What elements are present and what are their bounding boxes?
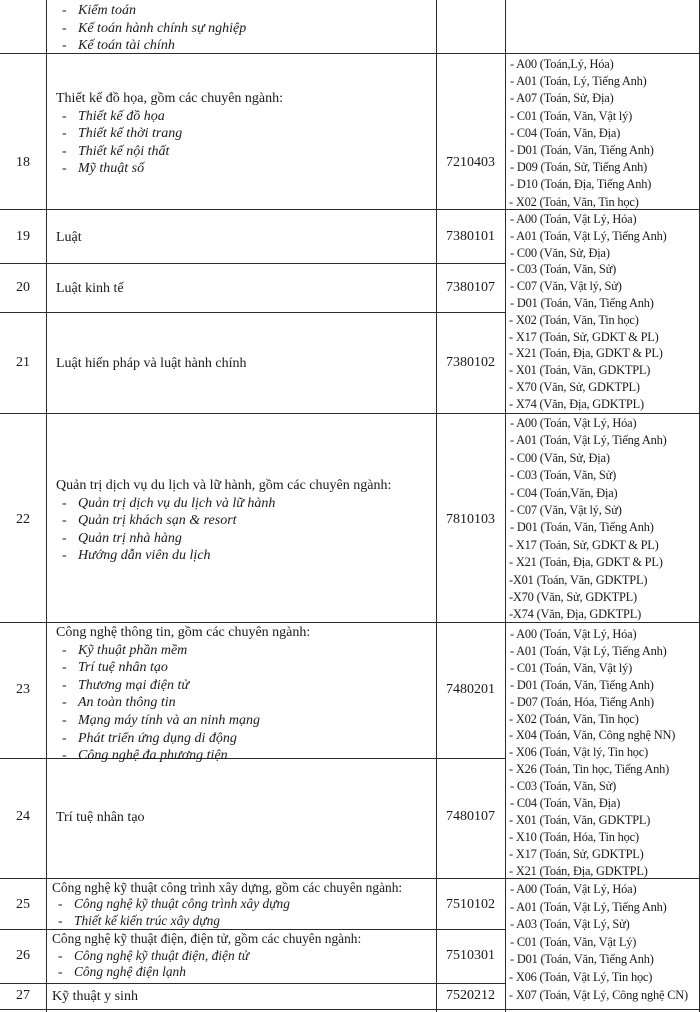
subject-combination: - A00 (Toán,Lý, Hóa) — [510, 57, 614, 71]
subject-combination: - X10 (Toán, Hóa, Tin học) — [509, 829, 639, 844]
specialization-item: - An toàn thông tin — [56, 694, 434, 712]
subject-combination: - X21 (Toán, Địa, GDKTPL) — [509, 863, 648, 878]
specialization-item: - Mỹ thuật số — [56, 160, 434, 178]
row-number: 23 — [16, 682, 30, 697]
row-number: 27 — [16, 988, 30, 1003]
subject-combination: - C01 (Toán, Văn, Vật lý) — [510, 660, 633, 675]
subject-combination: - A01 (Toán, Vật Lý, Tiếng Anh) — [510, 433, 667, 448]
subject-combination: - X01 (Toán, Văn, GDKTPL) — [509, 812, 651, 827]
row-divider — [0, 312, 505, 313]
program-title: Kỹ thuật y sinh — [52, 989, 138, 1004]
program-cell — [52, 931, 430, 981]
row-number: 25 — [16, 897, 30, 912]
specialization-item: - Hướng dẫn viên du lịch — [56, 547, 434, 565]
subject-combination: - X06 (Toán, Vật lý, Tin học) — [509, 745, 649, 760]
row-divider — [0, 622, 505, 623]
row-number: 26 — [16, 948, 30, 963]
specialization-item: - Công nghệ điện lạnh — [52, 964, 430, 981]
row-divider — [0, 209, 505, 210]
program-cell — [56, 624, 434, 765]
subject-combination: - X02 (Toán, Văn, Tin học) — [509, 312, 639, 327]
subject-combination: - D09 (Toán, Sử, Tiếng Anh) — [510, 160, 648, 175]
subject-combination: - X06 (Toán, Vật Lý, Tin học) — [509, 970, 653, 984]
program-code: 7480201 — [446, 682, 495, 697]
subject-combination: - D01 (Toán, Văn, Tiếng Anh) — [510, 677, 654, 692]
row-number: 19 — [16, 229, 30, 244]
subject-combination: - D01 (Toán, Văn, Tiếng Anh) — [510, 296, 654, 310]
program-title: Thiết kế đồ họa, gồm các chuyên ngành: — [56, 91, 284, 106]
subject-combination: - X74 (Văn, Địa, GDKTPL) — [509, 396, 644, 411]
subject-combination: - X01 (Toán, Văn, GDKTPL) — [509, 363, 651, 378]
subject-combination: - A00 (Toán, Vật Lý, Hóa) — [510, 882, 637, 896]
subject-combination: - X26 (Toán, Tin học, Tiếng Anh) — [509, 762, 670, 777]
row-number: 21 — [16, 355, 30, 370]
row-divider — [0, 878, 505, 879]
subject-combination: - D10 (Toán, Địa, Tiếng Anh) — [510, 177, 652, 192]
specialization-item: - Phát triển ứng dụng di động — [56, 730, 434, 748]
specialization-item: - Kiểm toán — [56, 2, 434, 20]
subject-combination: - X17 (Toán, Sử, GDKTPL) — [509, 846, 644, 861]
subject-combination: - C03 (Toán, Văn, Sử) — [510, 468, 617, 483]
subject-combination: - C07 (Văn, Vật lý, Sử) — [510, 503, 622, 517]
subject-combination: - C07 (Văn, Vật lý, Sử) — [510, 279, 622, 294]
row-number: 22 — [16, 512, 30, 527]
row-number: 20 — [16, 280, 30, 295]
subject-combination: - D01 (Toán, Văn, Tiếng Anh) — [510, 143, 654, 157]
subject-combination: - C01 (Toán, Văn, Vật Lý) — [510, 934, 637, 949]
subject-combination: -X74 (Văn, Địa, GDKTPL) — [509, 607, 642, 622]
subject-combination: - D01 (Toán, Văn, Tiếng Anh) — [510, 520, 654, 535]
program-code: 7380102 — [446, 355, 495, 370]
program-title: Công nghệ kỹ thuật công trình xây dựng, gồm các chuyên ngành: — [52, 880, 403, 895]
subject-combination: - D01 (Toán, Văn, Tiếng Anh) — [510, 952, 654, 967]
subject-combination: - A01 (Toán, Vật Lý, Tiếng Anh) — [510, 643, 667, 658]
subject-combination: - A01 (Toán, Vật Lý, Tiếng Anh) — [510, 899, 667, 914]
program-title: Luật — [56, 230, 82, 245]
subject-combination: - C03 (Toán, Văn, Sử) — [510, 779, 617, 794]
program-title: Công nghệ thông tin, gồm các chuyên ngành: — [56, 625, 311, 640]
subject-combination: - X04 (Toán, Văn, Công nghệ NN) — [509, 728, 676, 743]
subject-combination: - X02 (Toán, Văn, Tin học) — [509, 711, 639, 726]
subject-combination: - X17 (Toán, Sử, GDKT & PL) — [509, 537, 659, 552]
program-code: 7510301 — [446, 948, 495, 963]
subject-combination: - C04 (Toán, Văn, Địa) — [510, 796, 621, 810]
program-cell — [52, 880, 430, 929]
subject-combination: - A00 (Toán, Vật Lý, Hóa) — [510, 627, 637, 641]
table-border-left — [46, 0, 47, 1012]
program-title: Luật kinh tế — [56, 281, 124, 296]
program-title: Luật hiến pháp và luật hành chính — [56, 356, 247, 371]
subject-combination: -X70 (Văn, Sử, GDKTPL) — [509, 590, 637, 604]
program-title: Công nghệ kỹ thuật điện, điện tử, gồm các chuyên ngành: — [52, 931, 362, 946]
row-divider — [0, 413, 505, 414]
program-code: 7810103 — [446, 512, 495, 527]
row-divider — [0, 983, 505, 984]
subject-combination: - A03 (Toán, Vật Lý, Sử) — [510, 917, 630, 932]
row-divider — [0, 1009, 505, 1010]
subject-combination: - A00 (Toán, Vật Lý, Hóa) — [510, 212, 637, 226]
subject-combination: - X21 (Toán, Địa, GDKT & PL) — [509, 555, 663, 570]
program-cell — [56, 477, 434, 565]
specialization-item: - Thiết kế nội thất — [56, 143, 434, 161]
subject-combination: - D07 (Toán, Hóa, Tiếng Anh) — [510, 694, 654, 709]
program-title: Trí tuệ nhân tạo — [56, 810, 145, 825]
specialization-item: - Kế toán tài chính — [56, 37, 434, 55]
specialization-item: - Thương mại điện tử — [56, 677, 434, 695]
subject-combination: - X02 (Toán, Văn, Tin học) — [509, 194, 639, 209]
combo-group-25-27 — [506, 0, 700, 1012]
specialization-item: - Thiết kế thời trang — [56, 125, 434, 143]
subject-combination: - A07 (Toán, Sử, Địa) — [510, 91, 614, 106]
specialization-item: - Kế toán hành chính sự nghiệp — [56, 20, 434, 38]
program-code: 7480107 — [446, 809, 495, 824]
specialization-item: - Trí tuệ nhân tạo — [56, 659, 434, 677]
subject-combination: - C03 (Toán, Văn, Sử) — [510, 262, 617, 277]
subject-combination: - C00 (Văn, Sử, Địa) — [510, 245, 610, 260]
program-code: 7510102 — [446, 897, 495, 912]
specialization-item: - Quản trị dịch vụ du lịch và lữ hành — [56, 495, 434, 513]
program-code: 7520212 — [446, 988, 495, 1003]
subject-combination: - A01 (Toán, Lý, Tiếng Anh) — [510, 74, 647, 89]
subject-combination: - A00 (Toán, Vật Lý, Hóa) — [510, 416, 637, 430]
specialization-item: - Thiết kế đồ họa — [56, 108, 434, 126]
subject-combination: - X07 (Toán, Vật Lý, Công nghệ CN) — [509, 987, 688, 1002]
subject-combination: - A01 (Toán, Vật Lý, Tiếng Anh) — [510, 228, 667, 243]
specialization-item: - Quản trị khách sạn & resort — [56, 512, 434, 530]
specialization-item: - Công nghệ kỹ thuật điện, điện tử — [52, 948, 430, 965]
specialization-item: - Kỹ thuật phần mềm — [56, 642, 434, 660]
program-code: 7210403 — [446, 155, 495, 170]
table-border-name-code — [436, 0, 437, 1012]
subject-combination: - C01 (Toán, Văn, Vật lý) — [510, 108, 633, 123]
program-code: 7380107 — [446, 280, 495, 295]
program-cell-continued — [56, 2, 434, 55]
specialization-item: - Quản trị nhà hàng — [56, 530, 434, 548]
row-number: 18 — [16, 155, 30, 170]
row-divider — [0, 263, 505, 264]
subject-combination: -X01 (Toán, Văn, GDKTPL) — [509, 572, 648, 587]
row-number: 24 — [16, 809, 30, 824]
subject-combination: - X17 (Toán, Sử, GDKT & PL) — [509, 329, 659, 344]
specialization-item: - Công nghệ kỹ thuật công trình xây dựng — [52, 896, 430, 912]
program-title: Quản trị dịch vụ du lịch và lữ hành, gồm các chuyên ngành: — [56, 478, 392, 493]
program-code: 7380101 — [446, 229, 495, 244]
program-cell — [56, 90, 434, 178]
specialization-item: - Công nghệ đa phương tiện — [56, 747, 434, 765]
subject-combination: - C04 (Toán, Văn, Địa) — [510, 125, 621, 140]
subject-combination: - C00 (Văn, Sử, Địa) — [510, 450, 610, 465]
subject-combination: - X70 (Văn, Sử, GDKTPL) — [509, 380, 640, 394]
specialization-item: - Mạng máy tính và an ninh mạng — [56, 712, 434, 730]
subject-combination: - C04 (Toán,Văn, Địa) — [510, 485, 618, 500]
specialization-item: - Thiết kế kiến trúc xây dựng — [52, 913, 430, 929]
subject-combination: - X21 (Toán, Địa, GDKT & PL) — [509, 346, 663, 361]
